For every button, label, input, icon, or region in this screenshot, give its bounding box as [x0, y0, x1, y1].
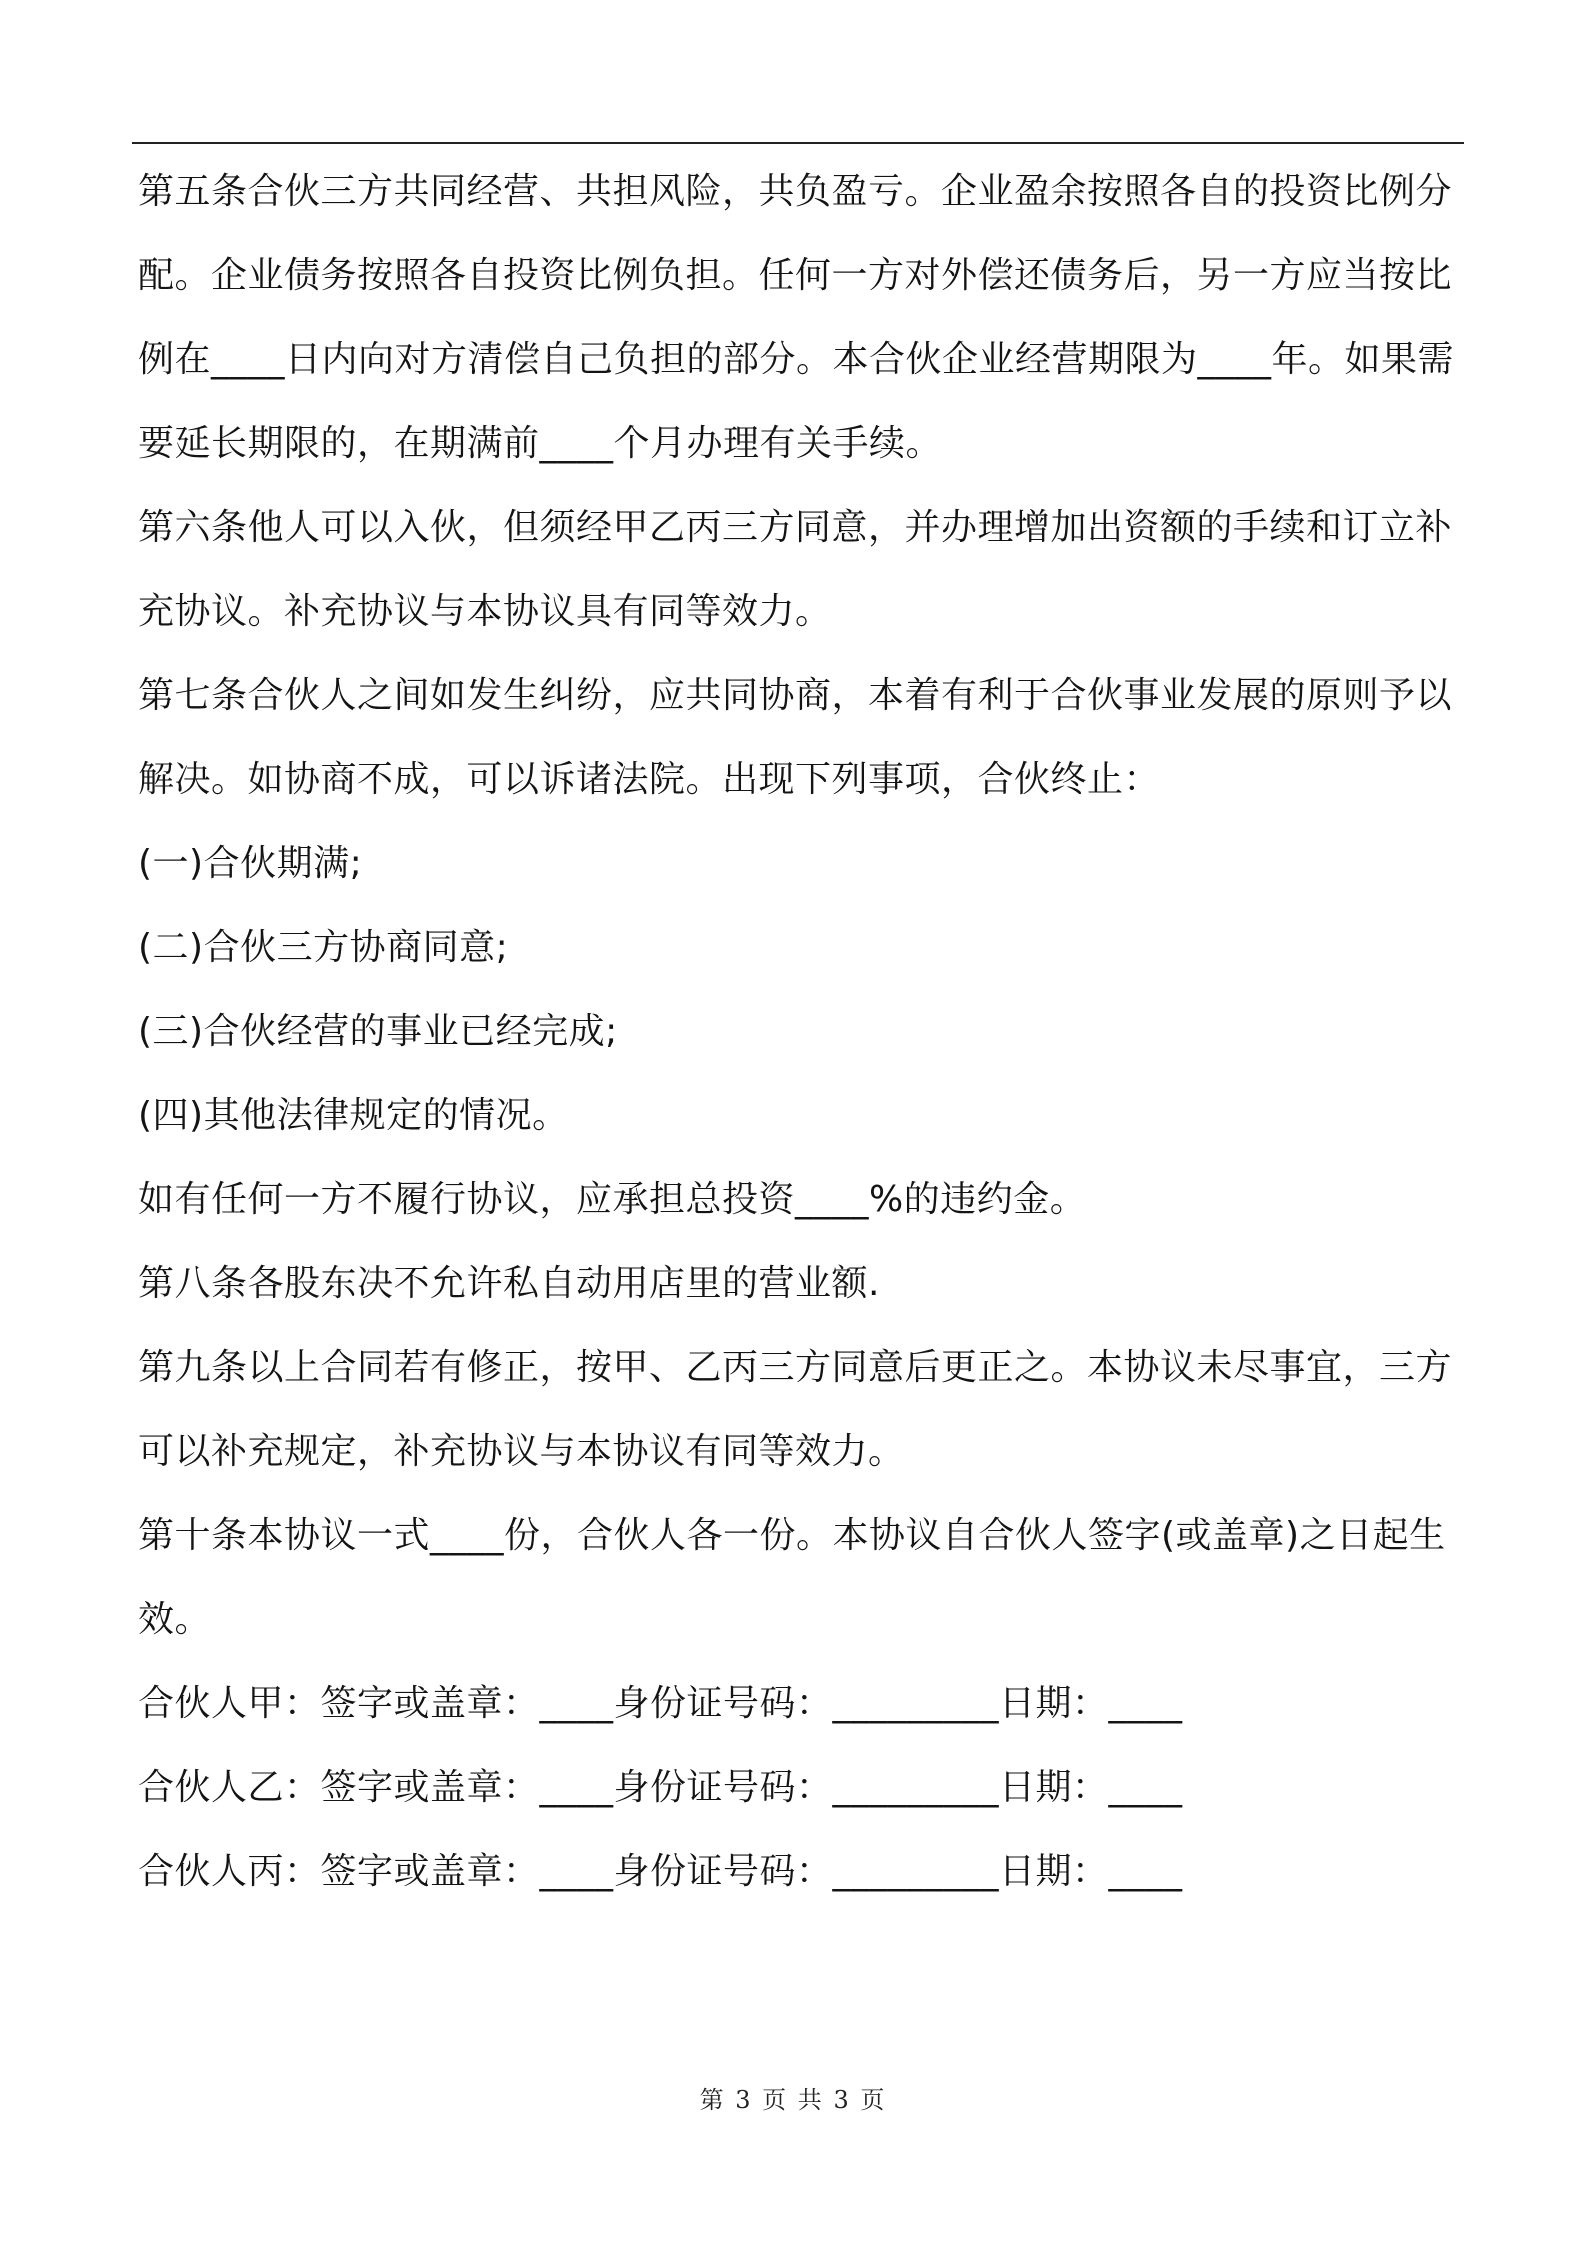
document-body: [138, 150, 1470, 1914]
signature-line-partner-c: 合伙人丙：签字或盖章：____身份证号码：_________日期：____: [138, 1851, 1183, 1892]
article-8: 第八条各股东决不允许私自动用店里的营业额.: [138, 1263, 880, 1304]
header-rule: [132, 142, 1464, 144]
termination-item-2: (二)合伙三方协商同意;: [138, 927, 509, 968]
article-6: 第六条他人可以入伙，但须经甲乙丙三方同意，并办理增加出资额的手续和订立补充协议。补充协议与本协议具有同等效力。: [138, 507, 1453, 632]
page-number: 第 3 页 共 3 页: [699, 2086, 887, 2114]
signature-line-partner-b: 合伙人乙：签字或盖章：____身份证号码：_________日期：____: [138, 1767, 1183, 1808]
termination-item-3: (三)合伙经营的事业已经完成;: [138, 1011, 618, 1052]
signature-line-partner-a: 合伙人甲：签字或盖章：____身份证号码：_________日期：____: [138, 1683, 1183, 1724]
article-7: 第七条合伙人之间如发生纠纷，应共同协商，本着有利于合伙事业发展的原则予以解决。如协商不成，可以诉诸法院。出现下列事项，合伙终止：: [138, 675, 1453, 800]
article-9: 第九条以上合同若有修正，按甲、乙丙三方同意后更正之。本协议未尽事宜，三方可以补充规定，补充协议与本协议有同等效力。: [138, 1347, 1453, 1472]
article-5: 第五条合伙三方共同经营、共担风险，共负盈亏。企业盈余按照各自的投资比例分配。企业债务按照各自投资比例负担。任何一方对外偿还债务后，另一方应当按比例在____日内向对方清偿自己负担的部分。本合伙企业经营期限为____年。如果需要延长期限的，在期满前____个月办理有关手续。: [138, 171, 1455, 464]
termination-item-4: (四)其他法律规定的情况。: [138, 1095, 569, 1136]
penalty-clause: 如有任何一方不履行协议，应承担总投资____%的违约金。: [138, 1179, 1087, 1220]
article-10: 第十条本协议一式____份，合伙人各一份。本协议自合伙人签字(或盖章)之日起生效。: [138, 1515, 1446, 1640]
termination-item-1: (一)合伙期满;: [138, 843, 363, 884]
